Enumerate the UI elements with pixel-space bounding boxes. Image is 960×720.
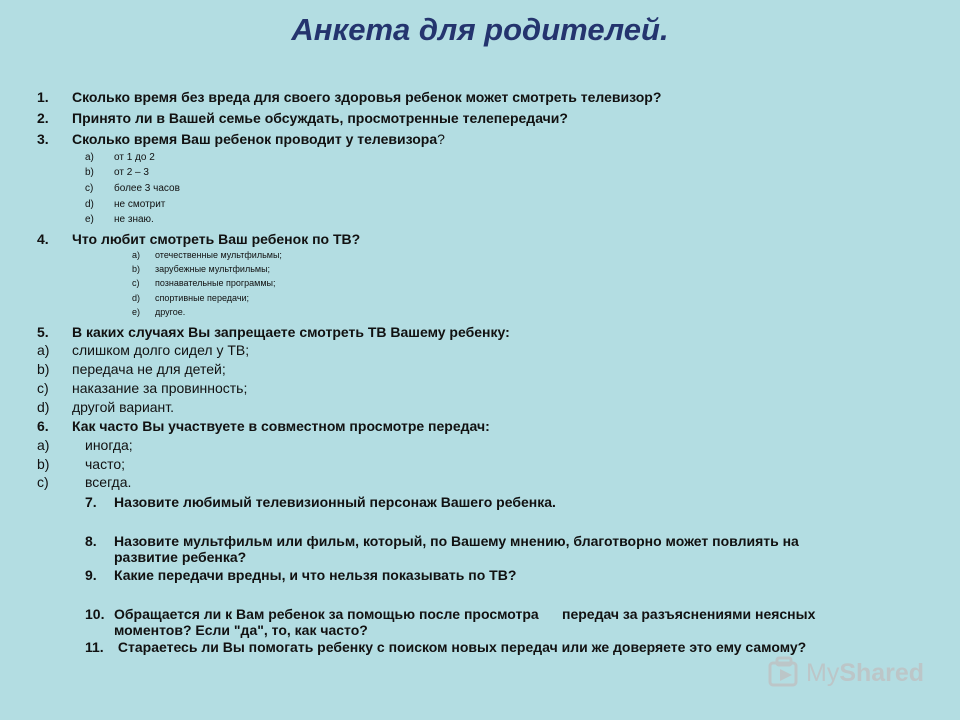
question-number: 5. (37, 324, 49, 340)
option-text: от 2 – 3 (114, 167, 149, 178)
question-number: 8. (85, 533, 97, 549)
question-text: Что любит смотреть Ваш ребенок по ТВ? (72, 231, 361, 247)
option-letter: c) (85, 183, 94, 194)
option-letter: a) (37, 437, 50, 453)
option-text: наказание за провинность; (72, 380, 248, 396)
question-text: Сколько время Ваш ребенок проводит у телевизора (72, 131, 438, 147)
option-text: всегда. (85, 474, 132, 490)
option-text: часто; (85, 456, 126, 472)
option-text: иногда; (85, 437, 133, 453)
watermark-brand-suffix: Shared (839, 659, 925, 687)
question-text-cont: моментов? Если "да", то, как часто? (114, 622, 368, 638)
option-text: более 3 часов (114, 183, 180, 194)
question-text: Сколько время без вреда для своего здоровья ребенок может смотреть телевизор? (72, 89, 662, 105)
option-letter: d) (37, 399, 50, 415)
question-number: 9. (85, 567, 97, 583)
question-number: 4. (37, 231, 49, 247)
option-text: спортивные передачи; (155, 293, 250, 303)
myshared-logo-icon (768, 655, 804, 689)
option-letter: a) (132, 250, 141, 260)
option-letter: e) (132, 307, 141, 317)
option-letter: e) (85, 214, 94, 225)
question-number: 11. (85, 639, 104, 655)
option-text: отечественные мультфильмы; (155, 250, 282, 260)
option-letter: d) (132, 293, 141, 303)
question-text: Принято ли в Вашей семье обсуждать, просмотренные телепередачи? (72, 110, 568, 126)
question-number: 7. (85, 494, 97, 510)
option-letter: b) (37, 456, 50, 472)
question-text: Стараетесь ли Вы помогать ребенку с поиском новых передач или же доверяете это ему самому? (114, 639, 807, 655)
option-text: слишком долго сидел у ТВ; (72, 342, 250, 358)
option-letter: c) (132, 278, 140, 288)
question-number: 6. (37, 418, 49, 434)
option-text: познавательные программы; (155, 278, 276, 288)
option-letter: c) (37, 380, 49, 396)
option-text: другой вариант. (72, 399, 175, 415)
question-text: Обращается ли к Вам ребенок за помощью после просмотра передач за разъяснениями неясных (114, 606, 816, 622)
question-text-cont: развитие ребенка? (114, 549, 247, 565)
page-title: Анкета для родителей. (291, 12, 669, 47)
question-suffix: ? (437, 131, 445, 147)
question-number: 10. (85, 606, 105, 622)
option-text: не смотрит (114, 199, 166, 210)
watermark-brand-prefix: My (806, 659, 840, 687)
option-letter: b) (37, 361, 50, 377)
question-text: В каких случаях Вы запрещаете смотреть ТВ Вашему ребенку: (72, 324, 510, 340)
question-number: 2. (37, 110, 49, 126)
question-text: Назовите мультфильм или фильм, который, по Вашему мнению, благотворно может повлиять на (114, 533, 799, 549)
question-text: Какие передачи вредны, и что нельзя показывать по ТВ? (114, 567, 517, 583)
option-letter: c) (37, 474, 49, 490)
option-letter: d) (85, 199, 94, 210)
question-text: Назовите любимый телевизионный персонаж Вашего ребенка. (114, 494, 556, 510)
watermark-text (806, 659, 924, 688)
option-text: не знаю. (114, 214, 154, 225)
option-letter: b) (132, 264, 141, 274)
option-text: от 1 до 2 (114, 152, 155, 163)
option-letter: b) (85, 167, 94, 178)
option-letter: a) (37, 342, 50, 358)
question-number: 3. (37, 131, 49, 147)
option-text: другое. (155, 307, 186, 317)
option-text: зарубежные мультфильмы; (155, 264, 271, 274)
option-text: передача не для детей; (72, 361, 226, 377)
question-number: 1. (37, 89, 49, 105)
option-letter: a) (85, 152, 94, 163)
question-text: Как часто Вы участвуете в совместном просмотре передач: (72, 418, 490, 434)
